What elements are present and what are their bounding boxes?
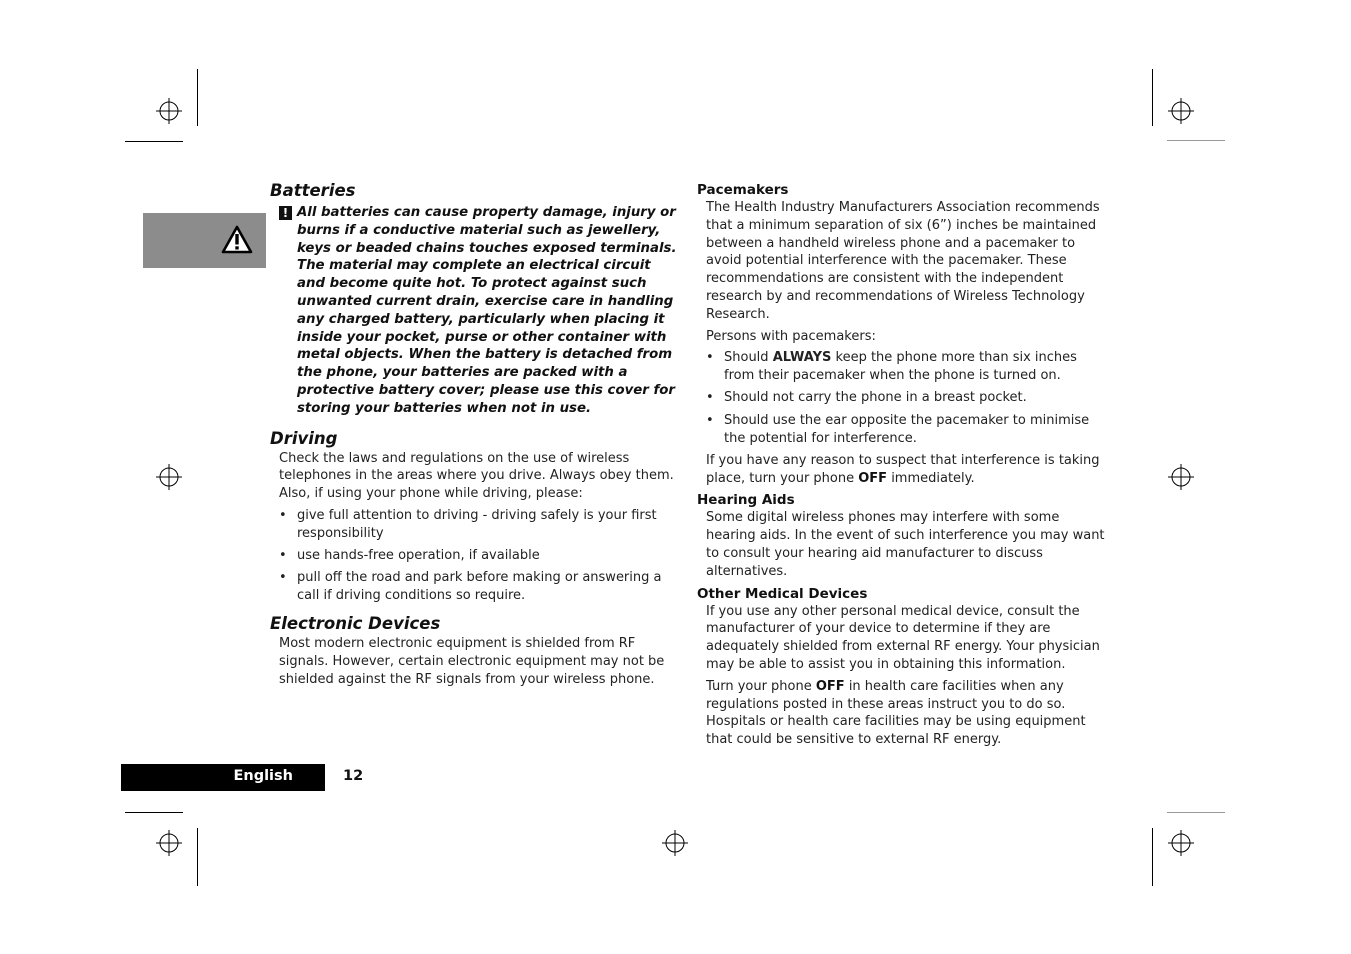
registration-crosshair-icon xyxy=(662,830,688,856)
hearing-aids-text: Some digital wireless phones may interfere with some hearing aids. In the event of such interference you may want to consult your hearing aid manufacturer to discuss alternatives. xyxy=(706,510,1105,579)
list-item: • Should use the ear opposite the pacemaker to minimise the potential for interference. xyxy=(706,412,1107,448)
section-heading-electronic-devices: Electronic Devices xyxy=(270,614,441,634)
footer-language-bar xyxy=(121,764,325,791)
section-heading-driving: Driving xyxy=(270,428,338,448)
pacemakers-list xyxy=(697,349,1107,447)
crop-line xyxy=(1167,812,1225,813)
right-column xyxy=(697,181,1107,749)
registration-crosshair-icon xyxy=(1168,464,1194,490)
electronic-devices-text: Most modern electronic equipment is shielded from RF signals. However, certain electronic equipment may not be shielded against the RF signals from your wireless phone. xyxy=(279,636,665,688)
pacemakers-persons: Persons with pacemakers: xyxy=(706,328,876,344)
driving-list xyxy=(270,507,682,605)
registration-crosshair-icon xyxy=(156,830,182,856)
driving-intro: Check the laws and regulations on the use of wireless telephones in the areas where you drive. Always obey them. Also, if using your phone while driving, please: xyxy=(279,450,674,502)
exclamation-icon: ! xyxy=(279,206,292,220)
batteries-warning xyxy=(279,204,682,418)
footer-language: English xyxy=(233,768,293,784)
subheading-other-medical-devices: Other Medical Devices xyxy=(697,585,868,602)
subheading-hearing-aids: Hearing Aids xyxy=(697,492,795,509)
registration-crosshair-icon xyxy=(1168,98,1194,124)
registration-crosshair-icon xyxy=(156,98,182,124)
crop-line xyxy=(197,828,198,886)
list-item: • Should not carry the phone in a breast pocket. xyxy=(706,389,1107,407)
crop-line xyxy=(125,812,183,813)
other-medical-text: If you use any other personal medical device, consult the manufacturer of your device to determine if they are adequately shielded from external RF energy. Your physician may be able to assist you in obtaining this information. xyxy=(706,603,1100,673)
registration-crosshair-icon xyxy=(1168,830,1194,856)
subheading-pacemakers: Pacemakers xyxy=(697,182,789,198)
warning-box xyxy=(143,213,266,268)
left-column xyxy=(270,180,682,689)
page-number: 12 xyxy=(343,768,364,784)
crop-line xyxy=(1167,140,1225,141)
list-item: • use hands-free operation, if available xyxy=(279,547,682,565)
pacemakers-text: The Health Industry Manufacturers Association recommends that a minimum separation of six (6”) inches be maintained between a handheld wireless phone and a pacemaker to avoid potential interference with the pacemaker. These recommendations are consistent with the independent research by and recommendations of Wireless Technology Research. xyxy=(706,200,1100,322)
other-medical-turn-off-text: Turn your phone OFF in health care facilities when any regulations posted in these areas instruct you to do so. Hospitals or health care facilities may be using equipment that could be sensitive to external RF energy. xyxy=(706,678,1086,748)
warning-triangle-icon xyxy=(221,225,253,255)
registration-crosshair-icon xyxy=(156,464,182,490)
list-item: • Should ALWAYS keep the phone more than six inches from their pacemaker when the phone is turned on. xyxy=(706,349,1107,385)
list-item: • pull off the road and park before making or answering a call if driving conditions so require. xyxy=(279,569,682,605)
crop-line xyxy=(125,141,183,142)
crop-line xyxy=(197,69,198,126)
list-item: • give full attention to driving - driving safely is your first responsibility xyxy=(279,507,682,543)
pacemakers-suspect-text: If you have any reason to suspect that interference is taking place, turn your phone OFF immediately. xyxy=(706,452,1100,486)
batteries-warning-text: All batteries can cause property damage, injury or burns if a conductive material such as jewellery, keys or beaded chains touches exposed terminals. The material may complete an electrical circuit and become quite hot. To protect against such unwanted current drain, exercise care in handling any charged battery, particularly when placing it inside your pocket, purse or other container with metal objects. When the battery is detached from the phone, your batteries are packed with a protective battery cover; please use this cover for storing your batteries when not in use. xyxy=(297,205,677,416)
section-heading-batteries: Batteries xyxy=(270,181,356,200)
crop-line xyxy=(1152,828,1153,886)
crop-line xyxy=(1152,69,1153,126)
